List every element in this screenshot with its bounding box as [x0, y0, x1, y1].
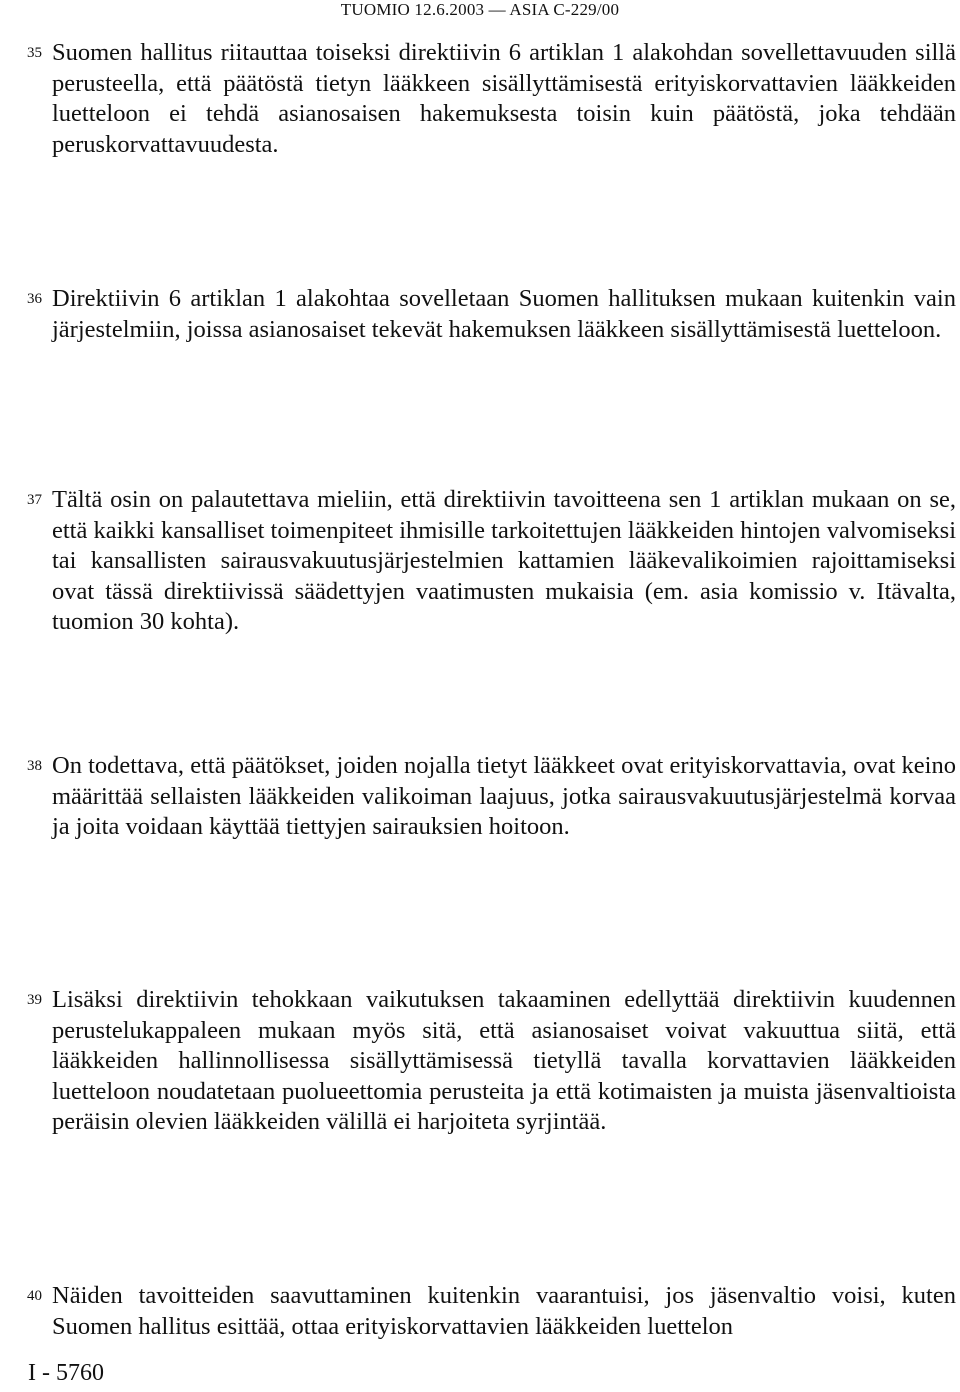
paragraph-number: 36 — [27, 291, 42, 307]
paragraph-text: Lisäksi direktiivin tehokkaan vaikutuksen takaaminen edellyttää direktiivin kuudennen perustelukappaleen mukaan myös sitä, että asianosaiset voivat vakuuttua siitä, että lääkkeiden hallinnollisessa sisällyttämisessä tietyllä tavalla korvattavien lääkkeiden luetteloon noudatetaan puolueettomia perusteita ja että kotimaisten ja muista jäsenvaltioista peräisin olevien lääkkeiden välillä ei harjoiteta syrjintää. — [52, 986, 956, 1135]
paragraph-text: Näiden tavoitteiden saavuttaminen kuitenkin vaarantuisi, jos jäsenvaltio voisi, kuten Suomen hallitus esittää, ottaa erityiskorvattavien lääkkeiden luettelon — [52, 1282, 956, 1340]
page-number: I - 5760 — [28, 1360, 104, 1386]
paragraph-text: On todettava, että päätökset, joiden nojalla tietyt lääkkeet ovat erityiskorvattavia, ovat keino määrittää sellaisten lääkkeiden valikoiman laajuus, jotka sairausvakuutusjärjestelmä korvaa ja joita voidaan käyttää tiettyjen sairauksien hoitoon. — [52, 752, 956, 840]
paragraph-number: 40 — [27, 1288, 42, 1304]
paragraph-text: Direktiivin 6 artiklan 1 alakohtaa sovelletaan Suomen hallituksen mukaan kuitenkin vain järjestelmiin, joissa asianosaiset tekevät hakemuksen lääkkeen sisällyttämisestä luetteloon. — [52, 285, 956, 343]
page-header: TUOMIO 12.6.2003 — ASIA C-229/00 — [340, 0, 620, 19]
paragraph-number: 35 — [27, 45, 42, 61]
paragraph-text: Suomen hallitus riitauttaa toiseksi direktiivin 6 artiklan 1 alakohdan sovellettavuuden sillä perusteella, että päätöstä tietyn lääkkeen sisällyttämisestä erityiskorvattavien lääkkeiden luetteloon ei tehdä asianosaisen hakemuksesta toisin kuin päätöstä, joka tehdään peruskorvattavuudesta. — [52, 39, 956, 158]
paragraph-number: 38 — [27, 758, 42, 774]
paragraph-text: Tältä osin on palautettava mieliin, että direktiivin tavoitteena sen 1 artiklan mukaan on se, että kaikki kansalliset toimenpiteet ihmisille tarkoitettujen lääkkeiden hintojen valvomiseksi tai kansallisten sairausvakuutusjärjestelmien kattamien lääkevalikoimien rajoittamiseksi ovat tässä direktiivissä säädettyjen vaatimusten mukaisia (em. asia komissio v. Itävalta, tuomion 30 kohta). — [52, 486, 956, 635]
paragraph-number: 37 — [27, 492, 42, 508]
paragraph-number: 39 — [27, 992, 42, 1008]
